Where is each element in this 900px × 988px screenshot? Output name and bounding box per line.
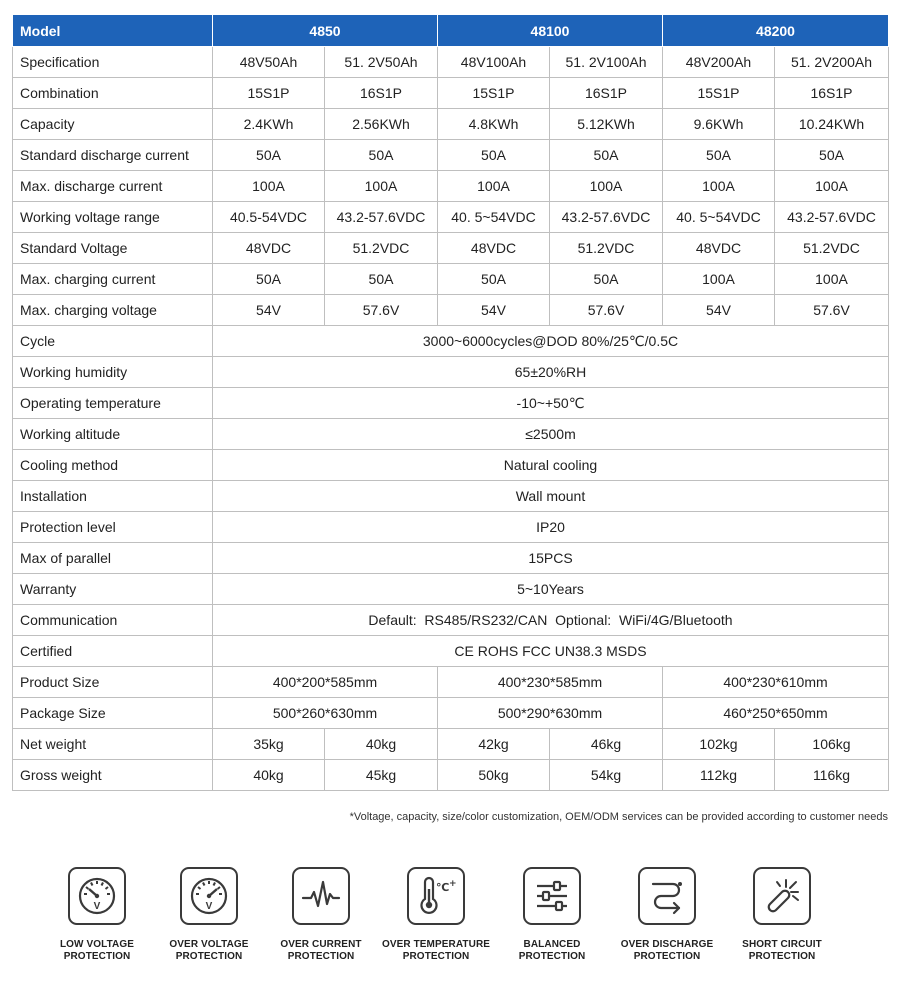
- volt-symbol: V: [205, 901, 213, 912]
- table-cell: 15PCS: [213, 543, 889, 574]
- table-cell: 48V200Ah: [663, 47, 775, 78]
- table-cell: 16S1P: [775, 78, 889, 109]
- short-circuit-protection: [725, 867, 839, 963]
- table-row: [13, 47, 889, 78]
- waveform-icon: [292, 867, 350, 925]
- route-arrow-icon: [638, 867, 696, 925]
- row-label: Capacity: [13, 109, 213, 140]
- table-row: [13, 233, 889, 264]
- protection-icons: [40, 867, 860, 977]
- table-cell: 50A: [325, 140, 438, 171]
- table-cell: 43.2-57.6VDC: [325, 202, 438, 233]
- row-label: Working voltage range: [13, 202, 213, 233]
- table-cell: 50A: [213, 140, 325, 171]
- table-cell: 100A: [213, 171, 325, 202]
- icon-label: [379, 939, 493, 963]
- table-cell: 65±20%RH: [213, 357, 889, 388]
- table-cell: 51.2VDC: [550, 233, 663, 264]
- table-row: [13, 605, 889, 636]
- table-row: [13, 326, 889, 357]
- table-row: [13, 512, 889, 543]
- icon-label: [264, 939, 378, 963]
- table-cell: 40kg: [325, 729, 438, 760]
- table-cell: 54V: [438, 295, 550, 326]
- icon-label-line: OVER TEMPERATURE: [381, 939, 491, 950]
- sliders-icon: [523, 867, 581, 925]
- row-label: Product Size: [13, 667, 213, 698]
- row-label: Package Size: [13, 698, 213, 729]
- table-cell: 4.8KWh: [438, 109, 550, 140]
- row-label: Working humidity: [13, 357, 213, 388]
- row-label: Max of parallel: [13, 543, 213, 574]
- short-circuit-icon: [753, 867, 811, 925]
- table-cell: 57.6V: [325, 295, 438, 326]
- row-label: Max. discharge current: [13, 171, 213, 202]
- table-cell: 40kg: [213, 760, 325, 791]
- table-cell: IP20: [213, 512, 889, 543]
- table-cell: 10.24KWh: [775, 109, 889, 140]
- gauge-low-voltage-icon: [68, 867, 126, 925]
- table-cell: 15S1P: [213, 78, 325, 109]
- over-temperature-protection: [379, 867, 493, 963]
- row-label: Protection level: [13, 512, 213, 543]
- table-cell: 5~10Years: [213, 574, 889, 605]
- row-label: Standard discharge current: [13, 140, 213, 171]
- table-row: [13, 450, 889, 481]
- table-cell: 50A: [213, 264, 325, 295]
- table-cell: Wall mount: [213, 481, 889, 512]
- table-cell: 42kg: [438, 729, 550, 760]
- icon-label-line: PROTECTION: [633, 951, 701, 962]
- table-cell: 50A: [775, 140, 889, 171]
- row-label: Net weight: [13, 729, 213, 760]
- icon-label-line: PROTECTION: [287, 951, 355, 962]
- table-cell: 51. 2V50Ah: [325, 47, 438, 78]
- table-cell: 2.56KWh: [325, 109, 438, 140]
- row-label: Standard Voltage: [13, 233, 213, 264]
- icon-label-line: OVER CURRENT: [280, 939, 362, 950]
- icon-label: [495, 939, 609, 963]
- table-cell: CE ROHS FCC UN38.3 MSDS: [213, 636, 889, 667]
- table-row: [13, 667, 889, 698]
- table-row: [13, 729, 889, 760]
- row-label: Warranty: [13, 574, 213, 605]
- icon-label: [40, 939, 154, 963]
- header-row: [13, 15, 889, 47]
- icon-label-line: OVER DISCHARGE: [620, 939, 714, 950]
- table-cell: 500*290*630mm: [438, 698, 663, 729]
- icon-label-line: PROTECTION: [175, 951, 243, 962]
- table-cell: 48V100Ah: [438, 47, 550, 78]
- table-row: [13, 419, 889, 450]
- table-row: [13, 481, 889, 512]
- table-cell: 50A: [550, 264, 663, 295]
- volt-symbol: V: [93, 901, 101, 912]
- table-cell: 100A: [775, 171, 889, 202]
- table-cell: 50A: [550, 140, 663, 171]
- table-cell: 48VDC: [663, 233, 775, 264]
- table-cell: Natural cooling: [213, 450, 889, 481]
- row-label: Communication: [13, 605, 213, 636]
- table-cell: 40. 5~54VDC: [438, 202, 550, 233]
- table-cell: 48V50Ah: [213, 47, 325, 78]
- table-row: [13, 636, 889, 667]
- table-cell: 57.6V: [775, 295, 889, 326]
- table-cell: 460*250*650mm: [663, 698, 889, 729]
- table-cell: 51. 2V100Ah: [550, 47, 663, 78]
- table-cell: 57.6V: [550, 295, 663, 326]
- table-cell: 100A: [550, 171, 663, 202]
- table-row: [13, 388, 889, 419]
- icon-label-line: PROTECTION: [63, 951, 131, 962]
- row-label: Cycle: [13, 326, 213, 357]
- table-cell: 100A: [775, 264, 889, 295]
- table-cell: -10~+50℃: [213, 388, 889, 419]
- table-cell: 50kg: [438, 760, 550, 791]
- icon-label-line: PROTECTION: [748, 951, 816, 962]
- row-label: Working altitude: [13, 419, 213, 450]
- row-label: Gross weight: [13, 760, 213, 791]
- row-label: Max. charging current: [13, 264, 213, 295]
- icon-label-line: PROTECTION: [518, 951, 586, 962]
- model-4850-header: 4850: [213, 15, 438, 47]
- table-cell: 15S1P: [438, 78, 550, 109]
- row-label: Operating temperature: [13, 388, 213, 419]
- row-label: Max. charging voltage: [13, 295, 213, 326]
- row-label: Installation: [13, 481, 213, 512]
- table-row: [13, 543, 889, 574]
- table-cell: 112kg: [663, 760, 775, 791]
- table-row: [13, 698, 889, 729]
- icon-label-line: BALANCED: [523, 939, 581, 950]
- table-cell: 46kg: [550, 729, 663, 760]
- icon-label: [152, 939, 266, 963]
- table-cell: 16S1P: [325, 78, 438, 109]
- row-label: Specification: [13, 47, 213, 78]
- table-cell: Default: RS485/RS232/CAN Optional: WiFi/4G/Bluetooth: [213, 605, 889, 636]
- row-label: Certified: [13, 636, 213, 667]
- table-row: [13, 202, 889, 233]
- table-cell: 400*230*585mm: [438, 667, 663, 698]
- table-row: [13, 171, 889, 202]
- table-cell: 5.12KWh: [550, 109, 663, 140]
- table-cell: 54kg: [550, 760, 663, 791]
- icon-label-line: LOW VOLTAGE: [59, 939, 135, 950]
- gauge-over-voltage-icon: [180, 867, 238, 925]
- icon-label-line: PROTECTION: [402, 951, 470, 962]
- table-row: [13, 574, 889, 605]
- table-cell: 50A: [438, 140, 550, 171]
- spec-table: [12, 14, 889, 791]
- plus-symbol: +: [449, 879, 457, 889]
- model-header: Model: [13, 15, 213, 47]
- table-cell: 400*200*585mm: [213, 667, 438, 698]
- row-label: Cooling method: [13, 450, 213, 481]
- table-cell: 106kg: [775, 729, 889, 760]
- table-row: [13, 264, 889, 295]
- table-cell: ≤2500m: [213, 419, 889, 450]
- table-cell: 400*230*610mm: [663, 667, 889, 698]
- table-cell: 100A: [438, 171, 550, 202]
- table-cell: 51. 2V200Ah: [775, 47, 889, 78]
- table-cell: 40.5-54VDC: [213, 202, 325, 233]
- table-cell: 45kg: [325, 760, 438, 791]
- icon-label-line: OVER VOLTAGE: [169, 939, 249, 950]
- over-discharge-protection: [610, 867, 724, 963]
- balanced-protection: [495, 867, 609, 963]
- table-row: [13, 357, 889, 388]
- table-cell: 43.2-57.6VDC: [550, 202, 663, 233]
- table-cell: 9.6KWh: [663, 109, 775, 140]
- table-cell: 2.4KWh: [213, 109, 325, 140]
- table-cell: 50A: [663, 140, 775, 171]
- table-cell: 3000~6000cycles@DOD 80%/25℃/0.5C: [213, 326, 889, 357]
- icon-label: [610, 939, 724, 963]
- table-cell: 54V: [663, 295, 775, 326]
- table-row: [13, 109, 889, 140]
- table-cell: 100A: [325, 171, 438, 202]
- thermometer-icon: [407, 867, 465, 925]
- over-voltage-protection: [152, 867, 266, 963]
- table-row: [13, 140, 889, 171]
- table-cell: 51.2VDC: [325, 233, 438, 264]
- table-row: [13, 295, 889, 326]
- table-cell: 50A: [325, 264, 438, 295]
- table-cell: 48VDC: [438, 233, 550, 264]
- table-cell: 50A: [438, 264, 550, 295]
- icon-label: [725, 939, 839, 963]
- table-cell: 43.2-57.6VDC: [775, 202, 889, 233]
- table-cell: 51.2VDC: [775, 233, 889, 264]
- table-cell: 48VDC: [213, 233, 325, 264]
- low-voltage-protection: [40, 867, 154, 963]
- over-current-protection: [264, 867, 378, 963]
- table-cell: 100A: [663, 264, 775, 295]
- table-cell: 16S1P: [550, 78, 663, 109]
- table-cell: 116kg: [775, 760, 889, 791]
- celsius-symbol: ℃: [436, 881, 450, 894]
- icon-label-line: SHORT CIRCUIT: [742, 939, 822, 950]
- table-cell: 40. 5~54VDC: [663, 202, 775, 233]
- footnote: *Voltage, capacity, size/color customization, OEM/ODM services can be provided according to customer needs: [349, 811, 888, 823]
- table-cell: 35kg: [213, 729, 325, 760]
- table-row: [13, 78, 889, 109]
- row-label: Combination: [13, 78, 213, 109]
- table-cell: 15S1P: [663, 78, 775, 109]
- model-48100-header: 48100: [438, 15, 663, 47]
- table-cell: 54V: [213, 295, 325, 326]
- model-48200-header: 48200: [663, 15, 889, 47]
- table-row: [13, 760, 889, 791]
- table-cell: 100A: [663, 171, 775, 202]
- table-cell: 500*260*630mm: [213, 698, 438, 729]
- table-cell: 102kg: [663, 729, 775, 760]
